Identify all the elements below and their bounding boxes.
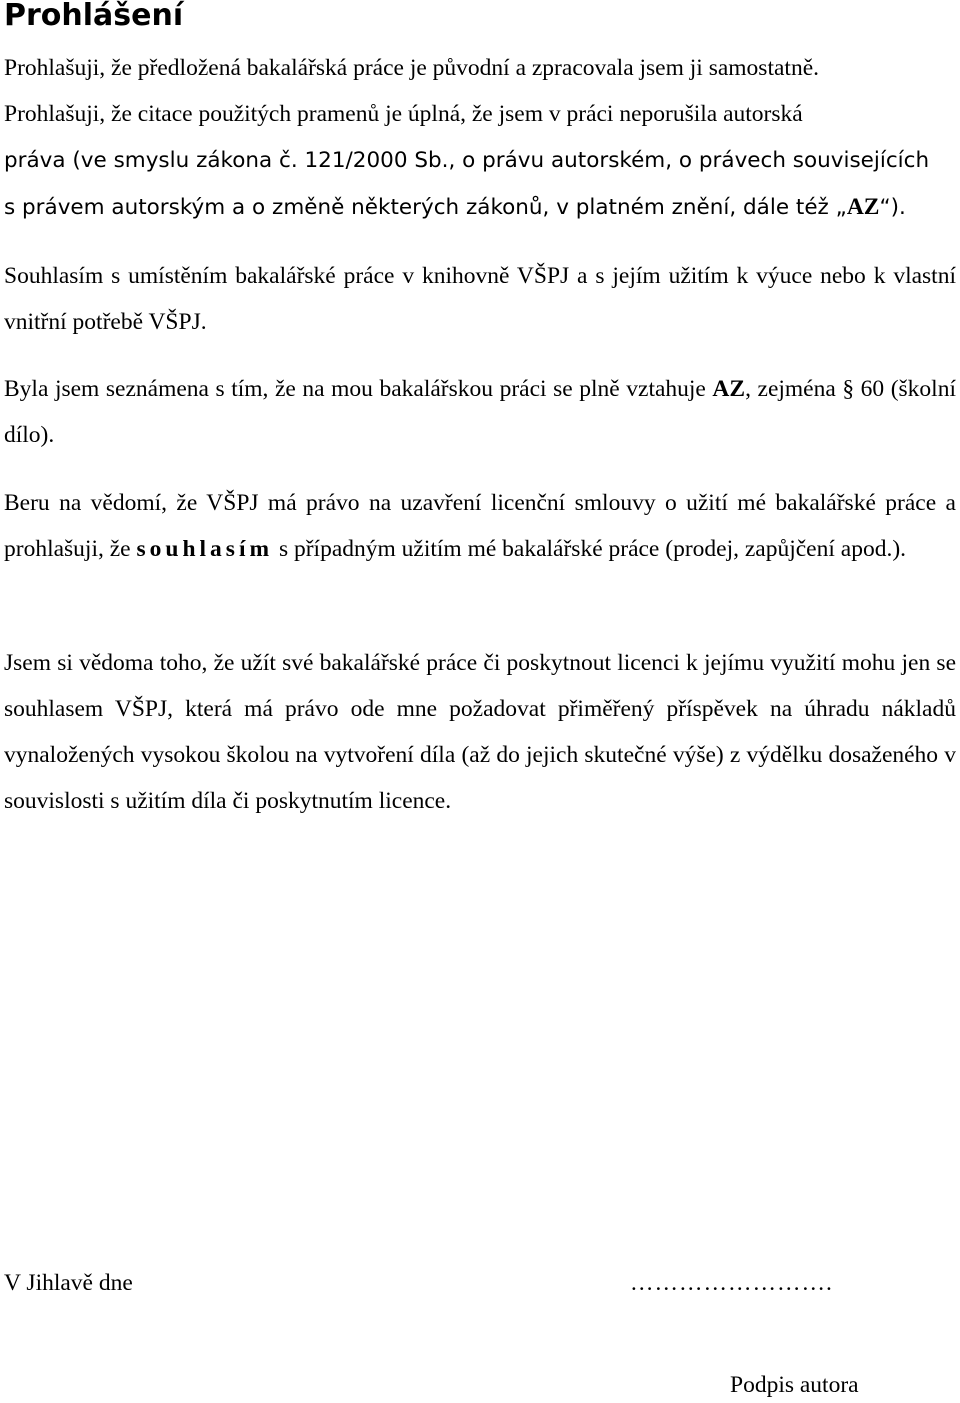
paragraph-license-agreement <box>4 480 956 572</box>
law-reference-text: práva (ve smyslu zákona č. 121/2000 Sb. <box>4 148 449 173</box>
az-abbreviation: AZ <box>712 376 746 402</box>
az-abbreviation: AZ <box>846 194 880 220</box>
page-title: Prohlášení <box>4 0 184 33</box>
paragraph-text: , zejména § 60 (školní dílo). <box>4 376 956 448</box>
paragraph-originality <box>4 45 956 231</box>
closing-text: “). <box>879 195 906 220</box>
paragraph-text: Beru na vědomí, že VŠPJ má právo na uzavření licenční smlouvy o užití mé bakalářské práce a prohlašuji, že <box>4 490 956 562</box>
signature-label: Podpis autora <box>730 1372 859 1398</box>
paragraph-line <box>4 184 956 231</box>
paragraph-text: s případným užitím mé bakalářské práce (prodej, zapůjčení apod.). <box>273 536 907 562</box>
paragraph-text: Byla jsem seznámena s tím, že na mou bakalářskou práci se plně vztahuje <box>4 376 713 402</box>
paragraph-license-conditions: Jsem si vědoma toho, že užít své bakalářské práce či poskytnout licenci k jejímu využití mohu jen se souhlasem VŠPJ, která má právo ode mne požadovat přiměřený příspěvek na úhradu nákladů vynaložených vysokou školou na vytvoření díla (až do jejich skutečné výše) z výdělku dosaženého v souvislosti s užitím díla či poskytnutím licence. <box>4 650 956 814</box>
paragraph-library-consent: Souhlasím s umístěním bakalářské práce v knihovně VŠPJ a s jejím užitím k výuce nebo k vlastní vnitřní potřebě VŠPJ. <box>4 263 956 335</box>
law-description-text: , o právu autorském, o právech souvisejících <box>448 148 930 173</box>
signature-line: ……………………. <box>630 1270 833 1296</box>
paragraph-line <box>4 137 956 184</box>
paragraph-az-applies <box>4 366 956 458</box>
consent-word: souhlasím <box>136 536 274 562</box>
law-description-text: s právem autorským a o změně některých zákonů, v platném znění, dále též „ <box>4 195 847 220</box>
paragraph-line: Prohlašuji, že citace použitých pramenů je úplná, že jsem v práci neporušila autorská <box>4 101 803 127</box>
paragraph-line: Prohlašuji, že předložená bakalářská práce je původní a zpracovala jsem ji samostatně. <box>4 55 819 81</box>
place-date-label: V Jihlavě dne <box>4 1270 133 1296</box>
